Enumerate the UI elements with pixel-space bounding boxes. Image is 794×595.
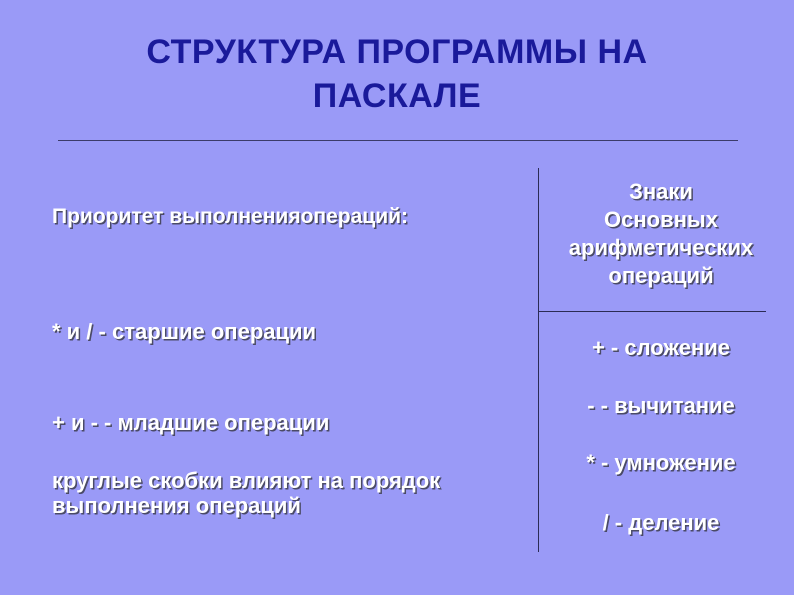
operator-subtraction: - - вычитание [587, 393, 735, 418]
column-divider-vertical [538, 168, 539, 552]
parentheses-note-line-2: выполнения операций [52, 493, 301, 518]
operators-heading-line-4: операций [608, 263, 714, 288]
operators-heading-line-3: арифметических [568, 235, 754, 260]
operators-heading [548, 178, 774, 290]
operators-heading-line-2: Основных [604, 207, 718, 232]
slide-title [60, 30, 734, 118]
priority-heading: Приоритет выполненияопераций: [52, 205, 409, 228]
operator-division: / - деление [602, 510, 720, 535]
operator-multiplication: * - умножение [586, 450, 736, 475]
column-divider-horizontal [538, 311, 766, 312]
operators-heading-line-1: Знаки [629, 179, 693, 204]
priority-item-high: * и / - старшие операции [52, 319, 317, 344]
slide-title-line-2: ПАСКАЛЕ [312, 77, 482, 115]
slide-title-line-1: СТРУКТУРА ПРОГРАММЫ НА [146, 33, 648, 71]
priority-item-low: + и - - младшие операции [52, 410, 330, 435]
parentheses-note [52, 468, 440, 518]
parentheses-note-line-1: круглые скобки влияют на порядок [52, 468, 441, 493]
title-divider [58, 140, 738, 141]
operator-addition: + - сложение [591, 335, 731, 360]
